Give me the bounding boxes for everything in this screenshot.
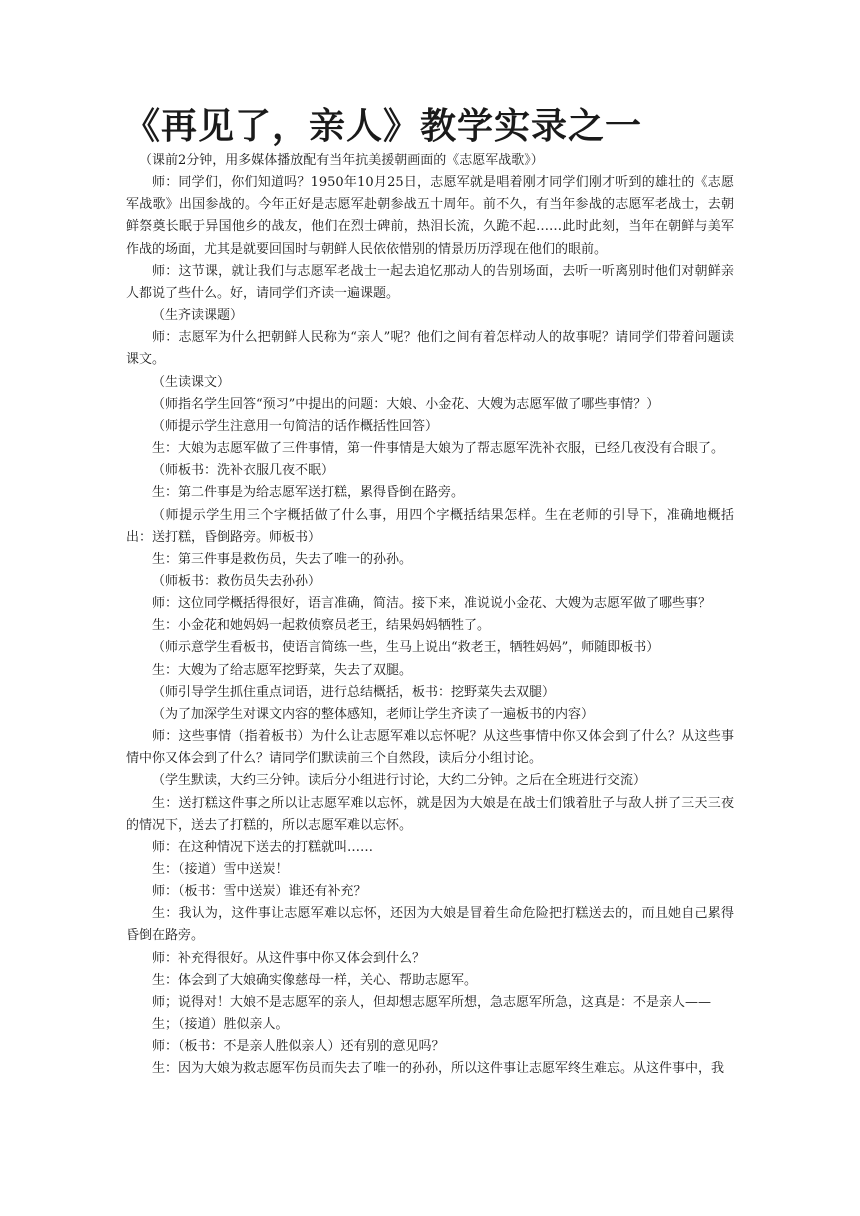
paragraph: （为了加深学生对课文内容的整体感知，老师让学生齐读了一遍板书的内容）	[152, 706, 595, 722]
paragraph: 师：（板书：不是亲人胜似亲人）还有别的意见吗？	[152, 1039, 445, 1055]
paragraph: （师提示学生用三个字概括做了什么事，用四个字概括结果怎样。生在老师的引导下，准确地概括出：送打糕，昏倒路旁。师板书）	[126, 507, 734, 545]
paragraph: （师提示学生注意用一句简洁的话作概括性回答）	[152, 418, 439, 434]
paragraph: 生：小金花和她妈妈一起救侦察员老王，结果妈妈牺牲了。	[152, 618, 491, 634]
paragraph: 师：同学们，你们知道吗？1950年10月25日，志愿军就是唱着刚才同学们刚才听到的雄壮的《志愿军战歌》出国参战的。今年正好是志愿军赴朝参战五十周年。前不久，有当年参战的志愿军老战士，去朝鲜祭奠长眠于异国他乡的战友，他们在烈士碑前，热泪长流，久跪不起……此时此刻，当年在朝鲜与美军作战的场面，尤其是就要回国时与朝鲜人民依依惜别的情景历历浮现在他们的眼前。	[126, 175, 734, 257]
paragraph: （师示意学生看板书，使语言简练一些，生马上说出“救老王，牺牲妈妈”，师随即板书）	[152, 640, 660, 656]
paragraph: （课前2分钟，用多媒体播放配有当年抗美援朝画面的《志愿军战歌》）	[139, 153, 544, 168]
paragraph: 师：这些事情（指着板书）为什么让志愿军难以忘怀呢？从这些事情中你又体会到了什么？从这些事情中你又体会到了什么？请同学们默读前三个自然段，读后分小组讨论。	[126, 729, 734, 767]
paragraph: （学生默读，大约三分钟。读后分小组进行讨论，大约二分钟。之后在全班进行交流）	[152, 773, 647, 789]
paragraph: 师；说得对！大娘不是志愿军的亲人，但却想志愿军所想，急志愿军所急，这真是：不是亲人——	[152, 994, 712, 1010]
paragraph: 生：送打糕这件事之所以让志愿军难以忘怀，就是因为大娘是在战士们饿着肚子与敌人拼了三天三夜的情况下，送去了打糕的，所以志愿军难以忘怀。	[126, 795, 734, 833]
paragraph: 师：这位同学概括得很好，语言准确，简洁。接下来，准说说小金花、大嫂为志愿军做了哪些事？	[152, 596, 712, 612]
paragraph: （师板书：洗补衣服几夜不眠）	[152, 463, 335, 479]
paragraph: 生：大嫂为了给志愿军挖野菜，失去了双腿。	[152, 662, 413, 678]
document-title: 《再见了，亲人》教学实录之一	[124, 105, 643, 147]
paragraph: 生：第三件事是救伤员，失去了唯一的孙孙。	[152, 551, 413, 567]
paragraph: 生；（接道）胜似亲人。	[152, 1017, 289, 1033]
paragraph: 师：在这种情况下送去的打糕就叫……	[152, 839, 374, 855]
paragraph: （师板书：救伤员失去孙孙）	[152, 573, 322, 589]
paragraph: 生：第二件事是为给志愿军送打糕，累得昏倒在路旁。	[152, 485, 465, 501]
document-body	[126, 150, 734, 1081]
paragraph: 师：（板书：雪中送炭）谁还有补充？	[152, 884, 367, 900]
paragraph: （师指名学生回答“预习”中提出的问题：大娘、小金花、大嫂为志愿军做了哪些事情？）	[152, 396, 660, 412]
paragraph: 师：补充得很好。从这件事中你又体会到什么？	[152, 950, 426, 966]
paragraph: （师引导学生抓住重点词语，进行总结概括，板书：挖野菜失去双腿）	[152, 684, 556, 700]
paragraph: （生读课文）	[152, 374, 231, 390]
paragraph: 生：大娘为志愿军做了三件事情，第一件事情是大娘为了帮志愿军洗补衣服，已经几夜没有合眼了。	[152, 441, 725, 457]
paragraph: 生：我认为，这件事让志愿军难以忘怀，还因为大娘是冒着生命危险把打糕送去的，而且她自己累得昏倒在路旁。	[126, 906, 734, 944]
paragraph: 生：因为大娘为救志愿军伤员而失去了唯一的孙孙，所以这件事让志愿军终生难忘。从这件事中，我	[152, 1061, 725, 1077]
paragraph: 生：体会到了大娘确实像慈母一样，关心、帮助志愿军。	[152, 972, 478, 988]
paragraph: （生齐读课题）	[152, 308, 244, 324]
paragraph: 生：（接道）雪中送炭！	[152, 862, 289, 877]
paragraph: 师：志愿军为什么把朝鲜人民称为“亲人”呢？他们之间有着怎样动人的故事呢？请同学们带着问题读课文。	[126, 330, 734, 368]
paragraph: 师：这节课，就让我们与志愿军老战士一起去追忆那动人的告别场面，去听一听离别时他们对朝鲜亲人都说了些什么。好，请同学们齐读一遍课题。	[126, 263, 734, 301]
